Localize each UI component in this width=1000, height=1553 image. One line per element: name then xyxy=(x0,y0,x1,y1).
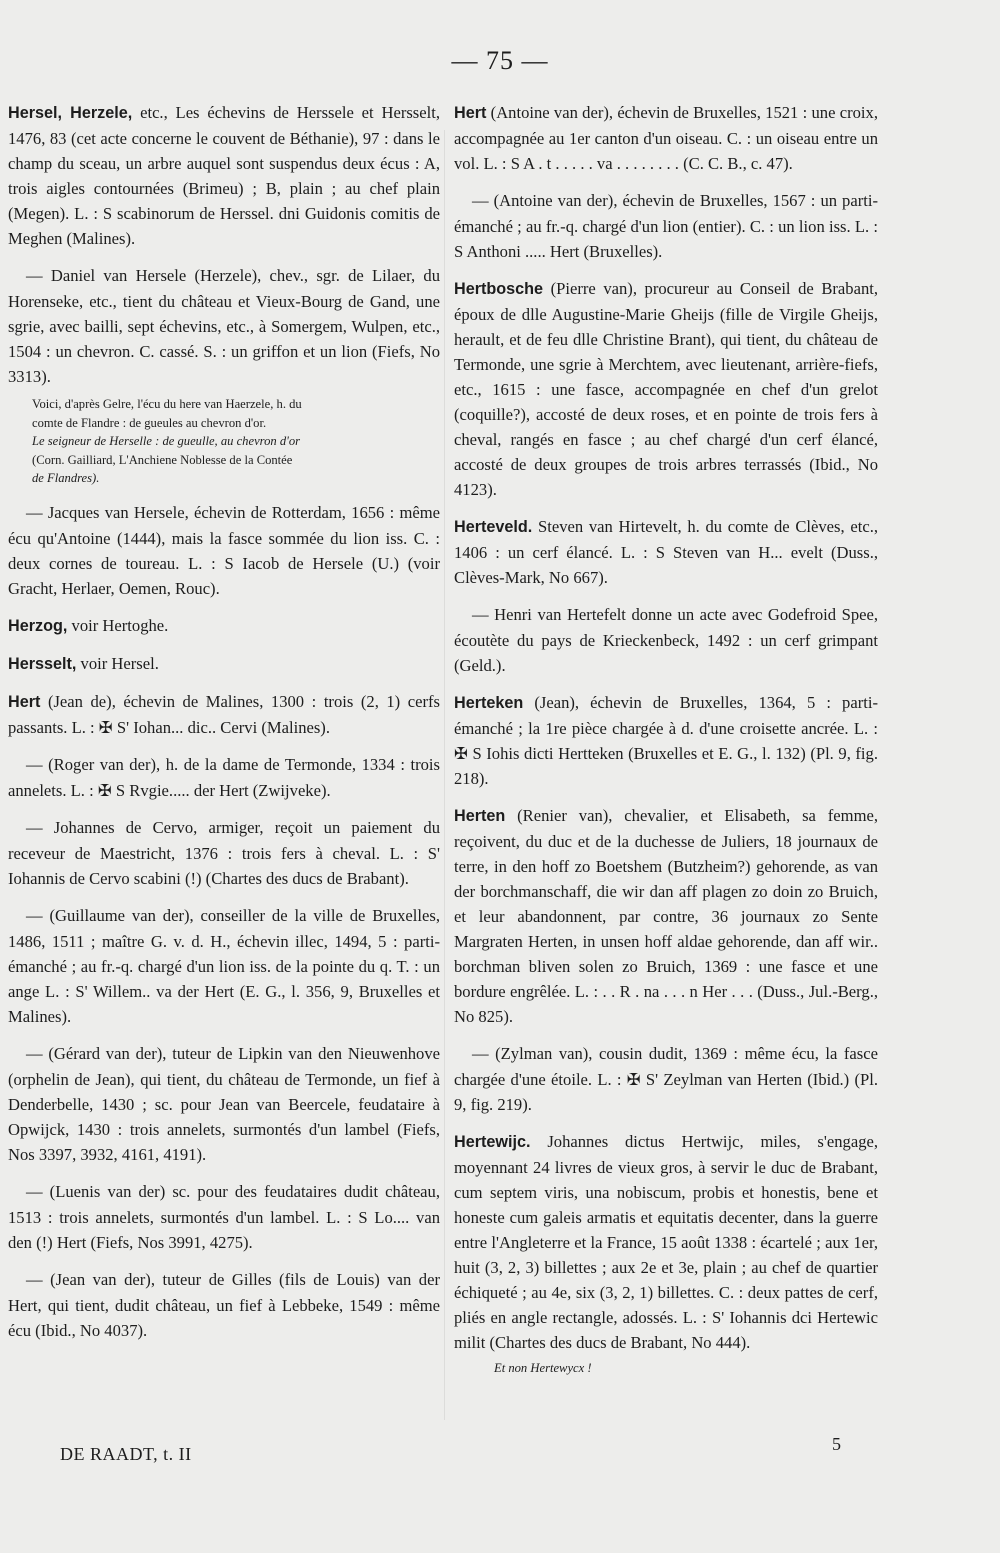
entry xyxy=(454,690,878,791)
entry-head: Herteken xyxy=(454,694,524,712)
column-gutter xyxy=(444,130,445,1420)
entry-text: Johannes dictus Hertwijc, miles, s'engage, moyennant 24 livres de vieux gros, à servir le duc de Brabant, cum septem viris, una nobiscum, probis et honestis, bene et honeste cum galeis armatis et equitatis decenter, dans la guerre entre l'Angleterre et la France, 15 août 1338 : écartelé ; aux 1er, huit (3, 2, 3) billettes ; aux 2e et 3e, plain ; au chef de quartier échiqueté ; au 4e, six (3, 2, 1) billettes. C. : deux pattes de cerf, pliés en angle rectangle, adossés. L. : S' Iohannis dci Hertewic milit (Chartes des ducs de Brabant, No 444). xyxy=(454,1132,878,1352)
entry xyxy=(454,100,878,176)
entry-text: — (Jean van der), tuteur de Gilles (fils de Louis) van der Hert, qui tient, dudit château, un fief à Lebbeke, 1549 : même écu (Ibid., No 4037). xyxy=(8,1269,440,1340)
footnote-line: de Flandres). xyxy=(32,471,100,485)
entry-text: — Johannes de Cervo, armiger, reçoit un paiement du receveur de Maestricht, 1376 : trois fers à cheval. L. : S' Iohannis de Cervo scabini (!) (Chartes des ducs de Brabant). xyxy=(8,817,440,888)
entry-text: (Antoine van der), échevin de Bruxelles, 1521 : une croix, accompagnée au 1er canton d'un oiseau. C. : un oiseau entre un vol. L. : S A . t . . . . . va . . . . . . . . (C. C. B., c. 47). xyxy=(454,103,878,173)
footnote: Et non Hertewycx ! xyxy=(494,1361,592,1375)
entry xyxy=(454,514,878,590)
entry-text: — (Guillaume van der), conseiller de la ville de Bruxelles, 1486, 1511 ; maître G. v. d. H., échevin illec, 1494, 5 : parti-émanché ; au fr.-q. chargé d'un lion iss. de la pointe du q. T. : un ange L. : S' Willem.. va der Hert (E. G., l. 356, 9, Bruxelles et Malines). xyxy=(8,905,440,1026)
entry-text: (Pierre van), procureur au Conseil de Brabant, époux de dlle Augustine-Marie Gheijs (fille de Virgile Gheijs, herault, et de feu dlle Christine Brant), qui tient, du château de Termonde, une sgrie à Merchtem, avec lieutenant, arrière-fiefs, etc., 1615 : une fasce, accompagnée en chef d'un grelot (coquille?), accosté de deux roses, et en pointe de trois fers à cheval, rangés en fasce ; au chef chargé d'un cerf élancé, accosté de deux groupes de trois arbres terrassés (Ibid., No 4123). xyxy=(454,279,879,499)
entry-text: voir Hertoghe. xyxy=(71,615,169,635)
entry-head: Hert xyxy=(8,692,41,711)
footnote xyxy=(32,395,440,488)
entry xyxy=(8,689,440,740)
entry-head: Herteveld. xyxy=(454,518,533,536)
entry xyxy=(8,263,440,389)
left-column xyxy=(8,100,440,1355)
footer-author-volume: DE RAADT, t. II xyxy=(60,1444,192,1464)
entry xyxy=(8,613,440,639)
footnote-line: (Corn. Gailliard, L'Anchiene Noblesse de la Contée xyxy=(32,452,293,467)
entry-text: — Henri van Hertefelt donne un acte avec Godefroid Spee, écoutète du pays de Krieckenbeck, 1492 : un cerf grimpant (Geld.). xyxy=(454,605,878,675)
entry-text: voir Hersel. xyxy=(80,653,159,673)
entry xyxy=(454,1129,878,1355)
entry xyxy=(8,651,440,677)
entry xyxy=(8,752,440,803)
entry-text: — (Roger van der), h. de la dame de Termonde, 1334 : trois annelets. L. : ✠ S Rvgie..... der Hert (Zwijveke). xyxy=(8,754,440,800)
entry xyxy=(454,602,878,678)
entry-head: Hersel, Herzele, xyxy=(8,104,133,122)
entry xyxy=(454,276,878,502)
entry xyxy=(8,903,440,1029)
entry-text: — (Antoine van der), échevin de Bruxelles, 1567 : un parti-émanché ; au fr.-q. chargé d'un lion (entier). C. : un lion iss. L. : S Anthoni ..... Hert (Bruxelles). xyxy=(454,191,878,261)
entry-text: (Renier van), chevalier, et Elisabeth, sa femme, reçoivent, du duc et de la duchesse de Juliers, 18 journaux de terre, in den hoff zo Boetshem (Butzheim?) gehorende, as van der borchmanschaff, die wir dan aff plagen zo doin zo Bruich, et leur abandonnent, par contre, 36 journaux zo Sente Margraten Herten, in unsen hoff aldae gehorende, dan aff wir.. borchman bliven solen zo Bruich, 1369 : une fasce et une bordure engrêlée. L. : . . R . na . . . n Her . . . (Duss., Jul.-Berg., No 825). xyxy=(454,806,878,1026)
entry xyxy=(454,188,878,264)
entry-text: (Jean de), échevin de Malines, 1300 : trois (2, 1) cerfs passants. L. : ✠ S' Iohan... dic.. Cervi (Malines). xyxy=(8,691,441,737)
entry-text: — Jacques van Hersele, échevin de Rotterdam, 1656 : même écu qu'Antoine (1444), mais la fasce sommée du lion iss. C. : deux cornes de toureau. L. : S Iacob de Hersele (U.) (voir Gracht, Herlaer, Oemen, Rouc). xyxy=(8,502,440,598)
right-column xyxy=(454,100,878,1390)
entry-text: etc., Les échevins de Herssele et Hersselt, 1476, 83 (cet acte concerne le couvent de Béthanie), 97 : dans le champ du sceau, un arbre auquel sont suspendus deux écus : A, trois aigles contournées (Brimeu) ; B, plain ; au chef plain (Megen). L. : S scabinorum de Herssel. dni Guidonis comitis de Meghen (Malines). xyxy=(8,103,440,248)
entry xyxy=(8,500,440,601)
entry xyxy=(8,1179,440,1255)
entry xyxy=(454,1041,878,1117)
entry-text: — (Zylman van), cousin dudit, 1369 : même écu, la fasce chargée d'une étoile. L. : ✠ S' Zeylman van Herten (Ibid.) (Pl. 9, fig. 219). xyxy=(454,1044,878,1114)
entry-text: — (Luenis van der) sc. pour des feudataires dudit château, 1513 : trois annelets, surmontés d'un lambel. L. : S Lo.... van den (!) Hert (Fiefs, Nos 3991, 4275). xyxy=(8,1181,440,1252)
entry-head: Hertewijc. xyxy=(454,1133,531,1151)
entry xyxy=(454,803,878,1029)
footnote-line: Le seigneur de Herselle : de gueulle, au chevron d'or xyxy=(32,434,301,448)
entry-text: (Jean), échevin de Bruxelles, 1364, 5 : parti-émanché ; la 1re pièce chargée à d. d'une croisette ancrée. L. : ✠ S Iohis dicti Hertteken (Bruxelles et E. G., l. 132) (Pl. 9, fig. 218). xyxy=(454,693,878,788)
entry-head: Herzog, xyxy=(8,616,68,635)
entry-text: — Daniel van Hersele (Herzele), chev., sgr. de Lilaer, du Horenseke, etc., tient du château et Vieux-Bourg de Gand, une sgrie, avec bailli, sept échevins, etc., à Somergem, Wulpen, etc., 1504 : un chevron. C. cassé. S. : un griffon et un lion (Fiefs, No 3313). xyxy=(8,266,440,386)
entry-head: Hertbosche xyxy=(454,280,544,298)
entry-head: Hert xyxy=(454,104,487,122)
entry-head: Hersselt, xyxy=(8,654,77,673)
entry xyxy=(8,1041,440,1167)
footnote-line: comte de Flandre : de gueules au chevron d'or. xyxy=(32,415,267,430)
page-number: — 75 — xyxy=(451,46,549,75)
entry xyxy=(8,1267,440,1343)
entry-text: — (Gérard van der), tuteur de Lipkin van den Nieuwenhove (orphelin de Jean), qui tient, du château de Termonde, un fief à Denderbelle, 1430 ; sc. pour Jean van Beercele, feudataire à Opwijck, 1430 : trois annelets, surmontés d'un lambel (Fiefs, Nos 3397, 3932, 4161, 4191). xyxy=(8,1043,440,1164)
entry-text: Steven van Hirtevelt, h. du comte de Clèves, etc., 1406 : un cerf élancé. L. : S Steven van H... evelt (Duss., Clèves-Mark, No 667). xyxy=(454,517,878,587)
entry-head: Herten xyxy=(454,807,506,825)
entry xyxy=(8,100,440,251)
entry xyxy=(8,815,440,891)
footnote-line: Voici, d'après Gelre, l'écu du here van Haerzele, h. du xyxy=(32,397,302,411)
footer-signature: 5 xyxy=(832,1434,841,1454)
